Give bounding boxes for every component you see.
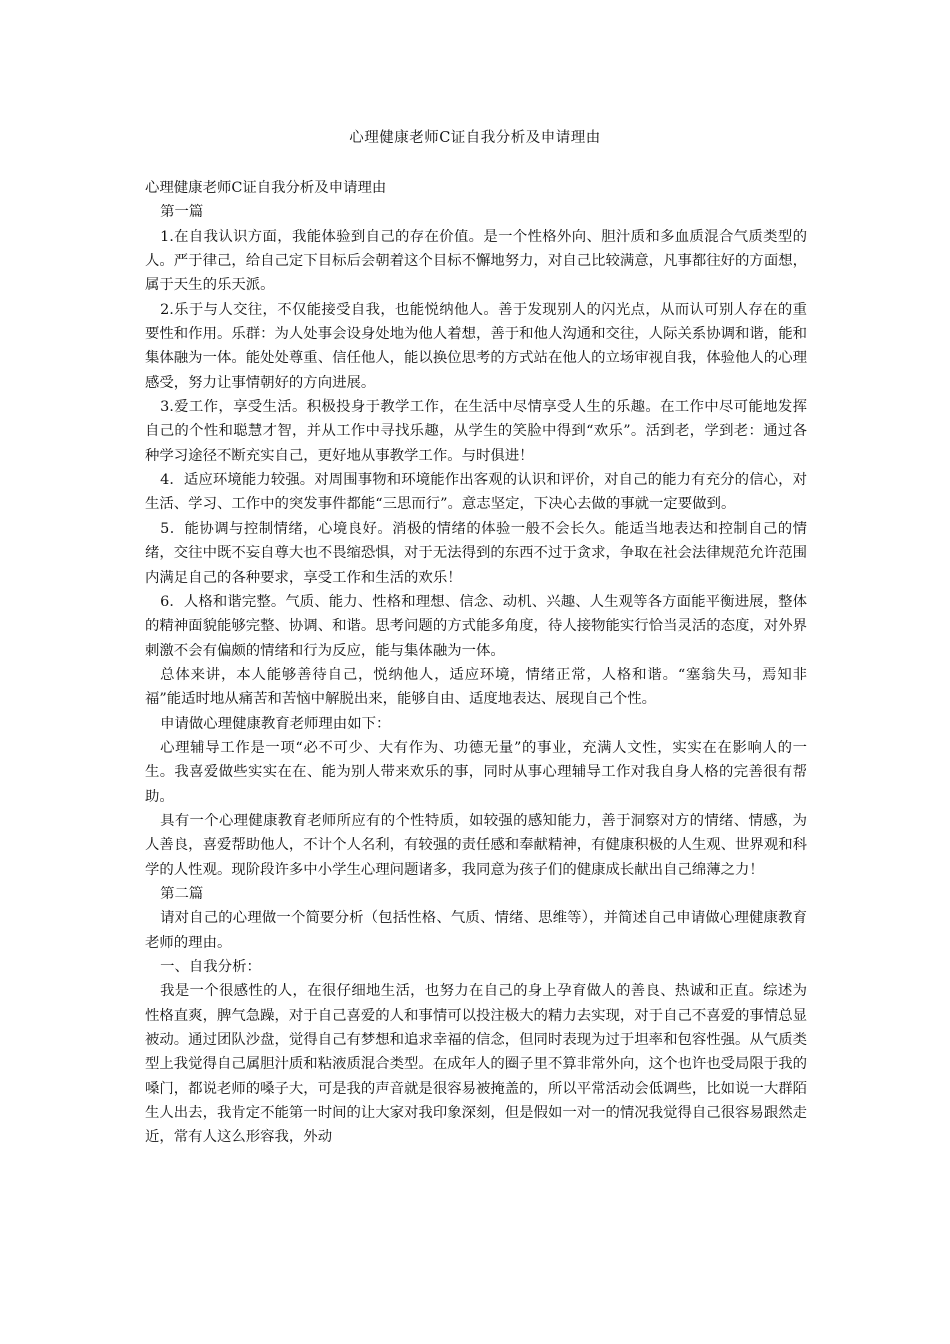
paragraph: 申请做心理健康教育老师理由如下： <box>160 715 391 732</box>
section-heading: 一、自我分析： <box>160 959 261 975</box>
paragraph: 3.爱工作，享受生活。积极投身于教学工作，在生活中尽情享受人生的乐趣。在工作中尽可能地发挥自己的个性和聪慧才智，并从工作中寻找乐趣，从学生的笑脸中得到“欢乐”。活到老，学到老：通过各种学习途径不断充实自己，更好地从事教学工作。与时俱进！ <box>145 399 807 464</box>
paragraph: 6．人格和谐完整。气质、能力、性格和理想、信念、动机、兴趣、人生观等各方面能平衡进展，整体的精神面貌能够完整、协调、和谐。思考问题的方式能多角度，待人接物能实行恰当灵活的态度，对外界刺激不会有偏颇的情绪和行为反应，能与集体融为一体。 <box>145 593 807 659</box>
paragraph: 4．适应环境能力较强。对周围事物和环境能作出客观的认识和评价，对自己的能力有充分的信心，对生活、学习、工作中的突发事件都能“三思而行”。意志坚定，下决心去做的事就一定要做到。 <box>145 472 807 513</box>
document-title: 心理健康老师C证自我分析及申请理由 <box>349 130 601 146</box>
paragraph: 总体来讲，本人能够善待自己，悦纳他人，适应环境，情绪正常，人格和谐。“塞翁失马，焉知非福”能适时地从痛苦和苦恼中解脱出来，能够自由、适度地表达、展现自己个性。 <box>145 666 807 708</box>
document-body <box>145 176 807 1150</box>
section-heading: 第二篇 <box>160 885 204 902</box>
paragraph: 5．能协调与控制情绪，心境良好。消极的情绪的体验一般不会长久。能适当地表达和控制自己的情绪，交往中既不妄自尊大也不畏缩恐惧，对于无法得到的东西不过于贪求，争取在社会法律规范允许范围内满足自己的各种要求，享受工作和生活的欢乐！ <box>145 520 807 586</box>
paragraph: 请对自己的心理做一个简要分析（包括性格、气质、情绪、思维等），并简述自己申请做心理健康教育老师的理由。 <box>145 910 807 951</box>
section-heading: 第一篇 <box>160 204 204 221</box>
paragraph: 我是一个很感性的人，在很仔细地生活，也努力在自己的身上孕育做人的善良、热诚和正直。综述为性格直爽，脾气急躁，对于自己喜爱的人和事情可以投注极大的精力去实现，对于自己不喜爱的事情总显被动。通过团队沙盘，觉得自己有梦想和追求幸福的信念，但同时表现为过于坦率和包容性强。从气质类型上我觉得自己属胆汁质和粘液质混合类型。在成年人的圈子里不算非常外向，这个也许也受局限于我的嗓门，都说老师的嗓子大，可是我的声音就是很容易被掩盖的，所以平常活动会低调些，比如说一大群陌生人出去，我肯定不能第一时间的让大家对我印象深刻，但是假如一对一的情况我觉得自己很容易跟然走近，常有人这么形容我，外动 <box>145 983 807 1146</box>
paragraph: 2.乐于与人交往，不仅能接受自我，也能悦纳他人。善于发现别人的闪光点，从而认可别人存在的重要性和作用。乐群：为人处事会设身处地为他人着想，善于和他人沟通和交往，人际关系协调和谐，能和集体融为一体。能处处尊重、信任他人，能以换位思考的方式站在他人的立场审视自我，体验他人的心理感受，努力让事情朝好的方向进展。 <box>145 301 807 391</box>
paragraph: 具有一个心理健康教育老师所应有的个性特质，如较强的感知能力，善于洞察对方的情绪、情感，为人善良，喜爱帮助他人，不计个人名利，有较强的责任感和奉献精神，有健康积极的人生观、世界观和科学的人性观。现阶段许多中小学生心理问题诸多，我同意为孩子们的健康成长献出自己绵薄之力！ <box>145 812 807 878</box>
section-heading: 心理健康老师C证自我分析及申请理由 <box>145 180 387 196</box>
paragraph: 心理辅导工作是一项“必不可少、大有作为、功德无量”的事业，充满人文性，实实在在影响人的一生。我喜爱做些实实在在、能为别人带来欢乐的事，同时从事心理辅导工作对我自身人格的完善很有帮助。 <box>145 739 807 805</box>
paragraph: 1.在自我认识方面，我能体验到自己的存在价值。是一个性格外向、胆汁质和多血质混合气质类型的人。严于律己，给自己定下目标后会朝着这个目标不懈地努力，对自己比较满意，凡事都往好的方面想，属于天生的乐天派。 <box>145 228 807 294</box>
